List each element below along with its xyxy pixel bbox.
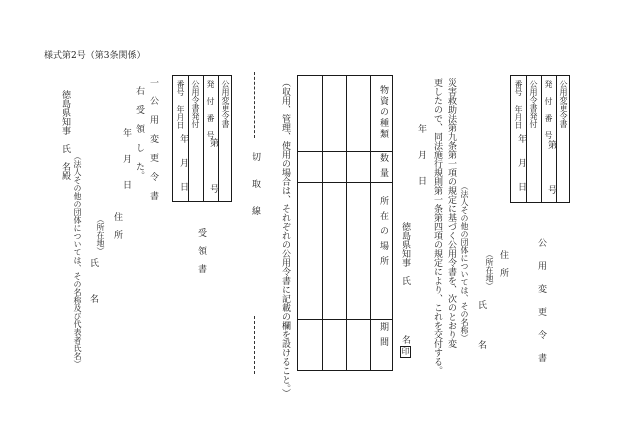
- right-address-label: 住 所: [498, 250, 508, 277]
- right-stamp-day: 日: [516, 182, 526, 191]
- left-corp-note: （法人その他の団体については、その名称及び代表者氏名）: [73, 152, 82, 368]
- cut-line-top: [254, 72, 255, 138]
- right-governor-name: 名: [400, 335, 410, 344]
- left-date-day: 日: [121, 180, 131, 189]
- table-header-place: 所在の場所: [378, 196, 388, 271]
- right-address-note: （所在地）: [485, 250, 494, 290]
- right-date-year: 年: [416, 124, 426, 133]
- usage-note: （収用、管理、使用の場合は、それぞれの公用令書に記載の欄を設けること。）: [280, 78, 290, 398]
- right-num-unit: 号: [546, 185, 556, 194]
- right-name-label: 氏: [476, 300, 486, 309]
- left-date-month: 月: [121, 154, 131, 163]
- right-name-label2: 名: [476, 340, 486, 349]
- receipt-received: 右 受 領 し た。: [134, 86, 144, 180]
- form-number-label: 様式第2号（第3条関係）: [44, 51, 146, 61]
- stamp-col1: 公用変更令書: [221, 80, 230, 128]
- left-address-note: （所在地）: [96, 215, 105, 255]
- right-num-label: 第: [546, 140, 556, 149]
- stamp-col2: 発 付 番 号: [544, 80, 553, 139]
- right-date-month: 月: [416, 150, 426, 159]
- right-body-line1: 災害救助法第九条第一項の規定に基づく公用令書を、次のとおり変: [446, 78, 456, 348]
- cut-line-bottom: [254, 316, 255, 374]
- table-header-goods: 物資の種類: [378, 85, 388, 140]
- left-num-label: 第: [208, 138, 218, 147]
- cut-line-label: 切 取 線: [250, 152, 260, 215]
- left-name-label: 氏: [88, 258, 98, 267]
- stamp-col3: 公用令書発付: [529, 80, 538, 128]
- table-header-qty: 数量: [378, 153, 388, 183]
- left-stamp-month: 月: [178, 158, 188, 167]
- left-stamp-year: 年: [178, 134, 188, 143]
- right-stamp-month: 月: [516, 158, 526, 167]
- left-name-label2: 名: [88, 294, 98, 303]
- stamp-col3: 公用令書発付: [191, 80, 200, 128]
- table-header-period: 期間: [378, 322, 388, 352]
- left-address-label: 住 所: [112, 212, 122, 239]
- right-governor: 徳島県知事 氏: [400, 222, 410, 285]
- stamp-col2: 発 付 番 号: [206, 80, 215, 139]
- stamp-col1: 公用変更令書: [559, 80, 568, 128]
- seal-mark: 印: [401, 347, 410, 356]
- left-stamp-day: 日: [178, 182, 188, 191]
- right-corp-note: （法人その他の団体については、その名称）: [460, 182, 469, 342]
- left-num-unit: 号: [208, 184, 218, 193]
- left-date-year: 年: [121, 128, 131, 137]
- stamp-col4: 番号 年月日: [176, 80, 185, 129]
- addressee: 徳島県知事 氏 名殿: [60, 90, 70, 180]
- right-title: 公 用 変 更 令 書: [536, 238, 546, 364]
- right-date-day: 日: [416, 176, 426, 185]
- receipt-title: 受 領 書: [196, 228, 206, 273]
- right-body-line2: 更したので、同法施行規則第一条第四項の規定により、これを交付する。: [432, 78, 442, 375]
- right-stamp-year: 年: [516, 134, 526, 143]
- receipt-item: 一 公 用 変 更 令 書: [148, 78, 158, 200]
- stamp-col4: 番号 年月日: [514, 80, 523, 129]
